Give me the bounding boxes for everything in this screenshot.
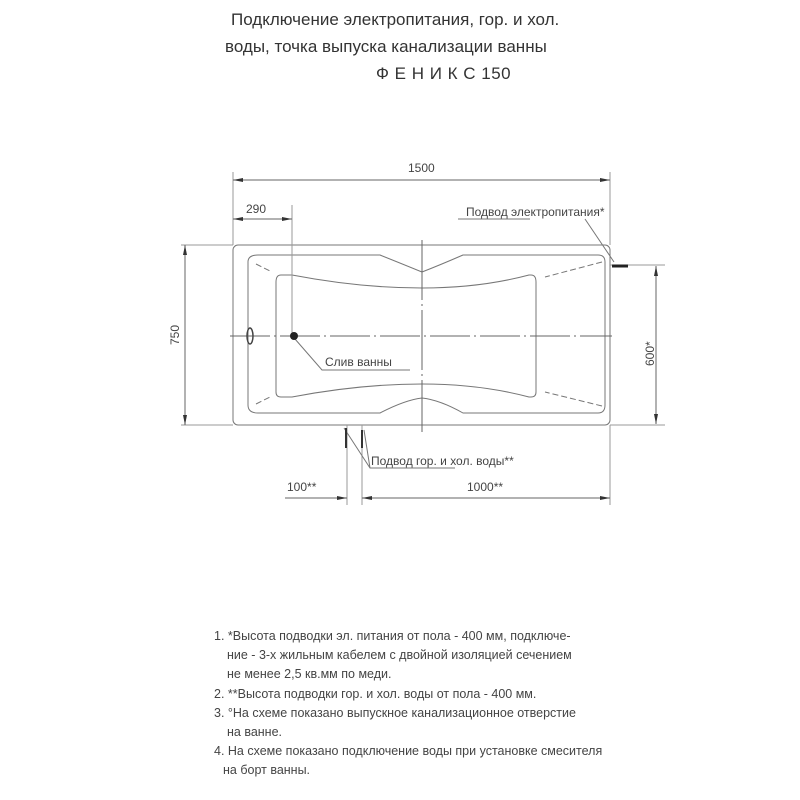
title-line-1: Подключение электропитания, гор. и хол. — [231, 10, 560, 29]
note-1-line-3: не менее 2,5 кв.мм по меди. — [227, 667, 392, 682]
water-pipe-icon — [346, 428, 362, 448]
note-3-line-2: на ванне. — [227, 725, 283, 740]
width-label: 750 — [168, 324, 182, 345]
water-label: Подвод гор. и хол. воды** — [371, 454, 514, 468]
tub-rim — [248, 255, 605, 413]
note-4-line-1: 4. На схеме показано подключение воды при установке смесителя — [214, 744, 603, 759]
model-name: Ф Е Н И К С 150 — [376, 64, 512, 83]
water-distance-label: 1000** — [467, 480, 504, 494]
note-1-line-2: ние - 3-х жильным кабелем с двойной изоляцией сечением — [227, 648, 572, 663]
note-4-line-2: на борт ванны. — [223, 763, 311, 778]
drain-label: Слив ванны — [325, 355, 392, 369]
power-height-label: 600* — [643, 341, 657, 366]
drain-icon — [290, 332, 298, 340]
title-line-2: воды, точка выпуска канализации ванны — [225, 37, 547, 56]
length-label: 1500 — [408, 161, 435, 175]
note-2: 2. **Высота подводки гор. и хол. воды от пола - 400 мм. — [214, 686, 537, 701]
power-label: Подвод электропитания* — [466, 205, 605, 219]
note-1-line-1: 1. *Высота подводки эл. питания от пола - 400 мм, подключе- — [214, 629, 571, 643]
notes-list — [214, 627, 602, 781]
drain-offset-label: 290 — [246, 202, 267, 216]
power-leader — [458, 219, 614, 262]
water-offset-label: 100** — [287, 480, 317, 494]
note-3-line-1: 3. °На схеме показано выпускное канализационное отверстие — [214, 705, 576, 720]
